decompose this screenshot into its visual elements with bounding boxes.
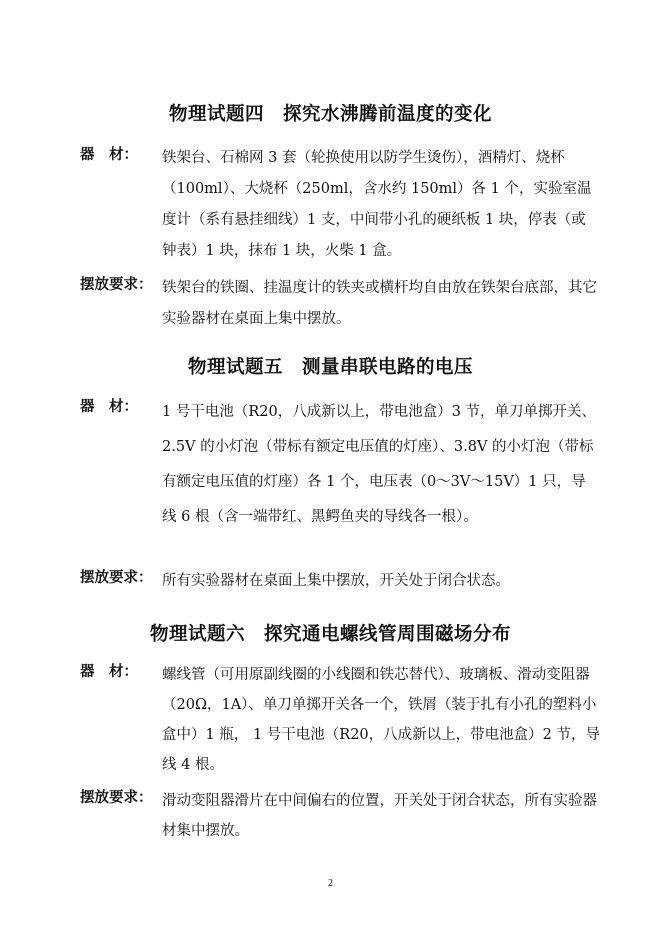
equipment-block-5 — [80, 395, 600, 535]
equipment-text: 螺线管（可用原副线圈的小线圈和铁芯替代）、玻璃板、滑动变阻器（20Ω，1A）、单刀单掷开关各一个，铁屑（装于扎有小孔的塑料小盒中）1 瓶， 1 号干电池（R20，八成新以上，带电池盒）2 节，导线 4 根。 — [162, 667, 600, 773]
placement-block-6 — [80, 786, 600, 846]
placement-label: 摆放要求： — [80, 277, 153, 293]
section-title-4: 物理试题四 探究水沸腾前温度的变化 — [168, 104, 492, 125]
equipment-block-4 — [80, 143, 600, 267]
equipment-label: 器 材： — [80, 664, 138, 680]
placement-block-4 — [80, 273, 600, 335]
placement-block-5 — [80, 566, 600, 597]
placement-label: 摆放要求： — [80, 790, 153, 806]
section-title-6: 物理试题六 探究通电螺线管周围磁场分布 — [149, 624, 511, 645]
placement-text: 铁架台的铁圈、挂温度计的铁夹或横杆均自由放在铁架台底部，其它实验器材在桌面上集中摆放。 — [162, 280, 597, 327]
equipment-label: 器 材： — [80, 147, 138, 163]
equipment-label: 器 材： — [80, 399, 138, 415]
equipment-text: 1 号干电池（R20，八成新以上，带电池盒）3 节，单刀单掷开关、2.5V 的小灯泡（带标有额定电压值的灯座）、3.8V 的小灯泡（带标有额定电压值的灯座）各 1 个，电压表（0～3V～15V）1 只，导线 6 根（含一端带红、黑鳄鱼夹的导线各一根）。 — [162, 404, 597, 525]
placement-text: 所有实验器材在桌面上集中摆放，开关处于闭合状态。 — [162, 573, 510, 589]
equipment-block-6 — [80, 660, 600, 780]
page-number: 2 — [328, 878, 333, 889]
section-title-5: 物理试题五 测量串联电路的电压 — [187, 357, 473, 378]
placement-text: 滑动变阻器滑片在中间偏右的位置，开关处于闭合状态，所有实验器材集中摆放。 — [162, 793, 597, 839]
equipment-text: 铁架台、石棉网 3 套（轮换使用以防学生烫伤），酒精灯、烧杯（100ml）、大烧杯（250ml，含水约 150ml）各 1 个，实验室温度计（系有悬挂细线）1 支，中间带小孔的硬纸板 1 块，停表（或钟表）1 块，抹布 1 块，火柴 1 盒。 — [162, 150, 592, 259]
placement-label: 摆放要求： — [80, 570, 153, 586]
